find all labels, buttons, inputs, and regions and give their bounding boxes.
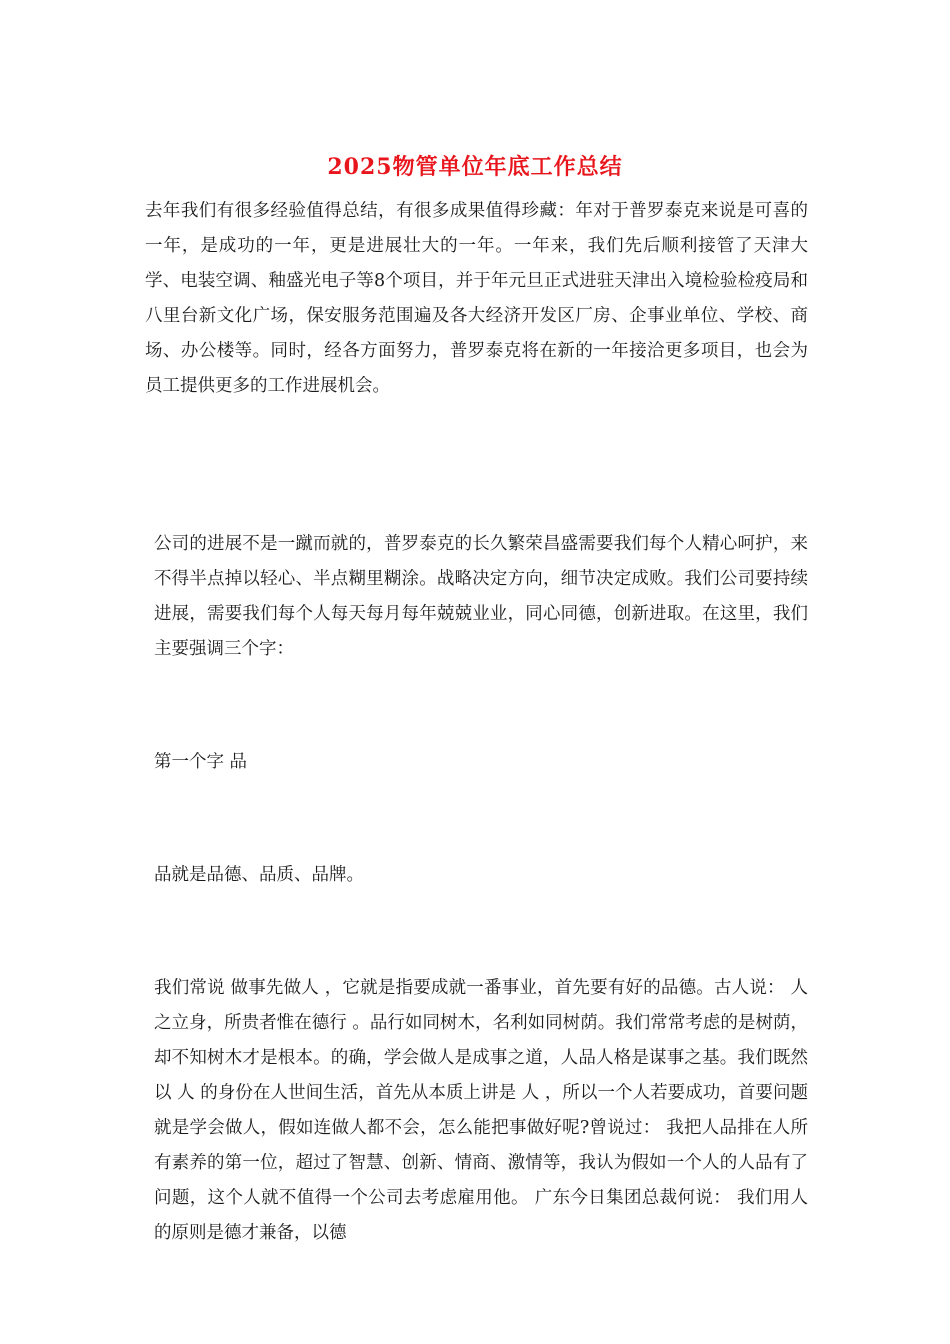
document-body — [145, 194, 808, 1251]
paragraph-pin-definition: 品就是品德、品质、品牌。 — [154, 865, 364, 885]
paragraph-intro: 去年我们有很多经验值得总结，有很多成果值得珍藏：年对于普罗泰克来说是可喜的一年，是成功的一年，更是进展壮大的一年。一年来，我们先后顺利接管了天津大学、电装空调、釉盛光电子等8个项目，并于年元旦正式进驻天津出入境检验检疫局和八里台新文化广场，保安服务范围遍及各大经济开发区厂房、企事业单位、学校、商场、办公楼等。同时，经各方面努力，普罗泰克将在新的一年接洽更多项目，也会为员工提供更多的工作进展机会。 — [145, 201, 808, 396]
paragraph-character: 我们常说 做事先做人 ，它就是指要成就一番事业，首先要有好的品德。古人说： 人之立身，所贵者惟在德行 。品行如同树木，名利如同树荫。我们常常考虑的是树荫，却不知树木才是根本。的确，学会做人是成事之道，人品人格是谋事之基。我们既然以 人 的身份在人世间生活，首先从本质上讲是 人 ，所以一个人若要成功，首要问题就是学会做人，假如连做人都不会，怎么能把事做好呢?曾说过： 我把人品排在人所有素养的第一位，超过了智慧、创新、情商、激情等，我认为假如一个人的人品有了问题，这个人就不值得一个公司去考虑雇用他。 广东今日集团总裁何说： 我们用人的原则是德才兼备，以德 — [154, 978, 808, 1243]
paragraph-company-development: 公司的进展不是一蹴而就的，普罗泰克的长久繁荣昌盛需要我们每个人精心呵护，来不得半点掉以轻心、半点糊里糊涂。战略决定方向，细节决定成败。我们公司要持续进展，需要我们每个人每天每月每年兢兢业业，同心同德，创新进取。在这里，我们主要强调三个字： — [154, 534, 808, 659]
document-title: 2025物管单位年底工作总结 — [327, 154, 623, 180]
section-heading-first-word: 第一个字 品 — [154, 752, 248, 772]
